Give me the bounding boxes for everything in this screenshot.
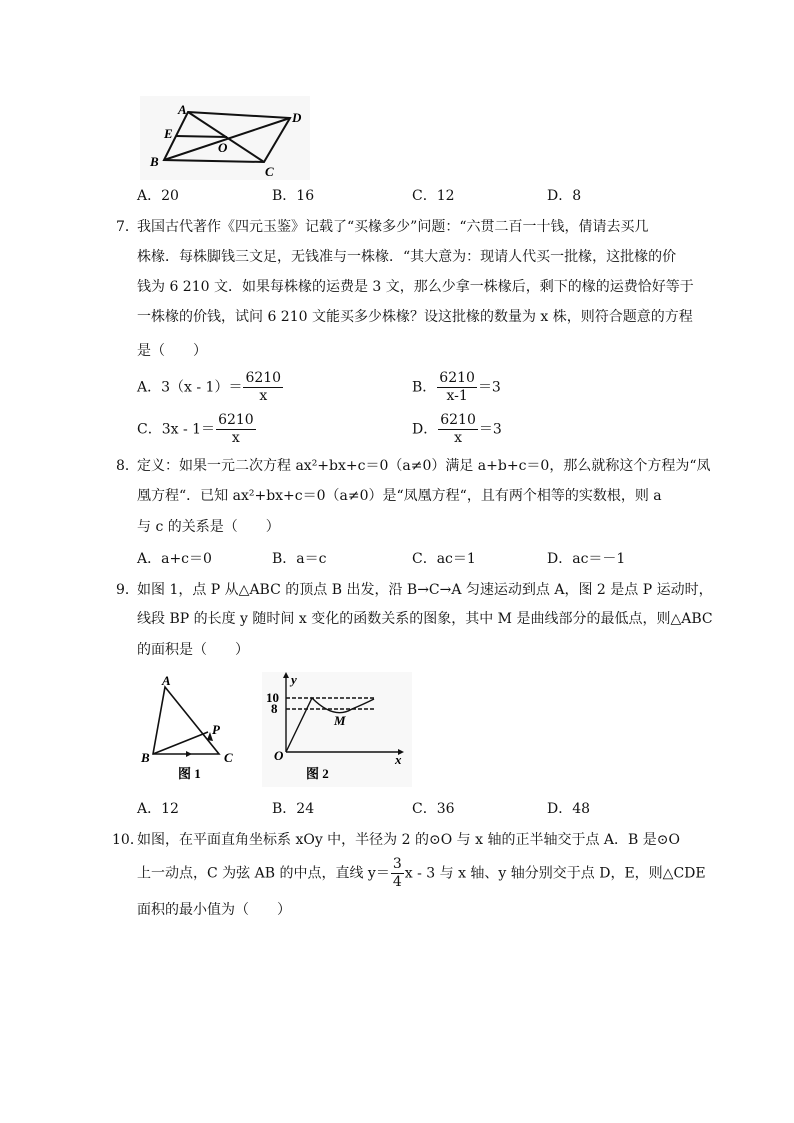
label-c: C <box>224 750 233 765</box>
option-prefix: A．3（x - 1）＝ <box>137 379 243 396</box>
numerator: 3 <box>392 856 402 872</box>
fraction <box>437 370 477 405</box>
figure-1-caption: 图 1 <box>178 766 201 781</box>
fraction <box>243 370 283 405</box>
q10-text-line-2 <box>137 856 706 891</box>
denominator: x <box>231 430 240 446</box>
label-e: E <box>164 126 173 141</box>
q7-option-d[interactable] <box>412 412 502 447</box>
tick-10: 10 <box>266 690 279 705</box>
q7-text-line: 株椽．每株脚钱三文足，无钱准与一株椽．“其大意为：现请人代买一批椽，这批椽的价 <box>137 249 677 265</box>
q8-option-b[interactable]: B．a＝c <box>272 551 327 567</box>
q8-text-line: 凰方程“．已知 ax²+bx+c＝0（a≠0）是“凤凰方程“，且有两个相等的实数根，则 a <box>137 488 662 504</box>
segment-bp <box>153 732 208 754</box>
q8-option-c[interactable]: C．ac＝1 <box>412 551 476 567</box>
q7-number: 7． <box>116 219 139 235</box>
q9-option-d[interactable]: D．48 <box>547 801 591 817</box>
text-segment: 上一动点，C 为弦 AB 的中点，直线 y＝ <box>137 865 390 882</box>
q9-option-b[interactable]: B．24 <box>272 801 315 817</box>
q7-text-line: 我国古代著作《四元玉鉴》记载了“买椽多少”问题：“六贯二百一十钱，倩请去买几 <box>137 219 649 235</box>
label-a: A <box>162 673 171 688</box>
q9-text-line: 的面积是（ ） <box>137 642 249 658</box>
option-suffix: ＝3 <box>477 379 501 396</box>
option-prefix: C．3x - 1＝ <box>137 421 216 438</box>
label-b: B <box>150 154 159 169</box>
x-axis-label: x <box>395 752 402 767</box>
numerator: 6210 <box>440 412 476 428</box>
label-b: B <box>141 750 150 765</box>
q9-figure-2-graph <box>262 672 412 787</box>
denominator: 4 <box>392 874 402 890</box>
q6-parallelogram-figure <box>140 96 310 180</box>
q8-text-line: 定义：如果一元二次方程 ax²+bx+c＝0（a≠0）满足 a+b+c＝0，那么就称这个方程为“凤 <box>137 458 711 474</box>
q9-number: 9． <box>116 582 139 598</box>
q10-text-line: 如图，在平面直角坐标系 xOy 中，半径为 2 的⊙O 与 x 轴的正半轴交于点 A．B 是⊙O <box>137 832 680 848</box>
label-d: D <box>292 110 302 125</box>
q6-option-d[interactable]: D．8 <box>547 188 582 204</box>
numerator: 6210 <box>245 370 282 386</box>
arrow-icon <box>186 751 192 757</box>
label-p: P <box>212 722 220 737</box>
q6-option-b[interactable]: B．16 <box>272 188 315 204</box>
q7-option-a[interactable] <box>137 370 284 405</box>
figure-2-caption: 图 2 <box>306 766 329 781</box>
q7-option-c[interactable] <box>137 412 257 447</box>
q8-option-d[interactable]: D．ac＝－1 <box>547 551 626 567</box>
y-axis-label: y <box>291 672 297 687</box>
q7-text-line: 钱为 6 210 文．如果每株椽的运费是 3 文，那么少拿一株椽后，剩下的椽的运费恰好等于 <box>137 279 694 295</box>
label-c: C <box>265 164 274 179</box>
q7-text-line: 一株椽的价钱，试问 6 210 文能买多少株椽？设这批椽的数量为 x 株，则符合题意的方程 <box>137 309 693 325</box>
q9-option-c[interactable]: C．36 <box>412 801 455 817</box>
fraction <box>438 412 478 447</box>
text-segment: x - 3 与 x 轴、y 轴分别交于点 D，E，则△CDE <box>404 865 706 882</box>
segment-eo <box>176 136 227 137</box>
denominator: x <box>454 430 462 446</box>
q6-option-a[interactable]: A．20 <box>137 188 179 204</box>
origin-label: O <box>274 748 284 763</box>
fraction <box>391 856 404 891</box>
denominator: x-1 <box>446 388 468 404</box>
label-m: M <box>334 713 346 728</box>
label-a: A <box>178 102 187 117</box>
triangle-abc <box>153 687 219 754</box>
tick-8: 8 <box>271 701 278 716</box>
option-suffix: ＝3 <box>478 421 502 438</box>
numerator: 6210 <box>439 370 475 386</box>
option-prefix: D． <box>412 421 438 438</box>
fraction <box>216 412 256 447</box>
denominator: x <box>259 388 268 404</box>
q8-text-line: 与 c 的关系是（ ） <box>137 519 280 535</box>
label-o: O <box>218 140 228 155</box>
q9-text-line: 如图 1，点 P 从△ABC 的顶点 B 出发，沿 B→C→A 匀速运动到点 A，图 2 是点 P 运动时， <box>137 582 713 598</box>
q8-option-a[interactable]: A．a+c＝0 <box>137 551 212 567</box>
q9-figure-1-triangle <box>140 672 245 782</box>
q10-number: 10． <box>112 832 144 848</box>
q6-option-c[interactable]: C．12 <box>412 188 455 204</box>
q10-text-line: 面积的最小值为（ ） <box>137 902 291 918</box>
q7-text-line: 是（ ） <box>137 343 207 359</box>
q9-text-line: 线段 BP 的长度 y 随时间 x 变化的函数关系的图象，其中 M 是曲线部分的最低点，则△ABC <box>137 611 713 627</box>
option-prefix: B． <box>412 379 437 396</box>
q8-number: 8． <box>116 458 139 474</box>
q9-option-a[interactable]: A．12 <box>137 801 179 817</box>
figure-background <box>262 672 412 787</box>
q7-option-b[interactable] <box>412 370 501 405</box>
numerator: 6210 <box>218 412 254 428</box>
